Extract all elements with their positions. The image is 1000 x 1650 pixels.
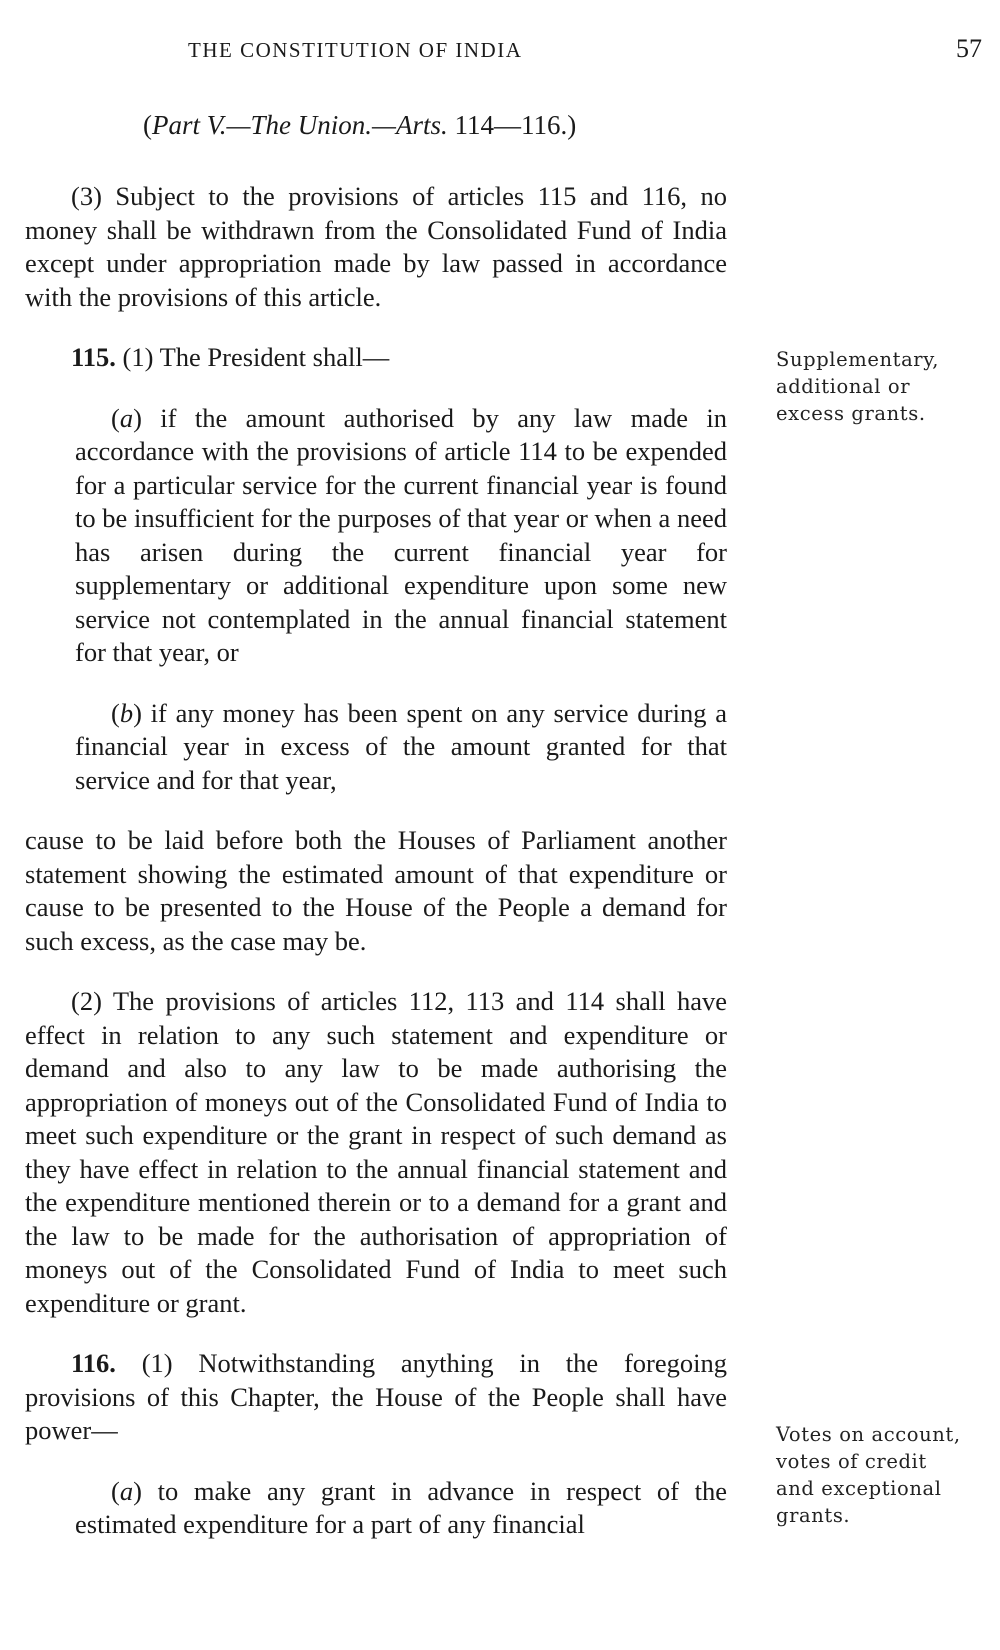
part-heading-range: 114—116.) <box>447 110 577 140</box>
margin-note-line: votes of credit <box>776 1450 927 1473</box>
article-116-heading <box>25 1347 727 1448</box>
margin-note-line: additional or <box>776 375 911 398</box>
margin-note-line: excess grants. <box>776 402 926 425</box>
item-b-text: if any money has been spent on any service during a financial year in excess of the amount granted for that service and for that year, <box>75 697 727 795</box>
part-heading <box>143 110 576 141</box>
margin-note-article-115 <box>776 346 991 427</box>
article-115-item-b: (b) if any money has been spent on any service during a financial year in excess of the amount granted for that service and for that year, <box>75 697 727 795</box>
margin-note-article-116 <box>776 1421 991 1529</box>
body-text <box>25 180 727 1569</box>
article-114-clause-3: (3) Subject to the provisions of articles 115 and 116, no money shall be withdrawn from the Consolidated Fund of India except under appropriation made by law passed in accordance with the provisions of this article. <box>25 181 727 312</box>
item-a-label-116: a <box>119 1475 134 1506</box>
part-heading-open: ( <box>143 110 152 140</box>
article-115-number: 115. <box>71 342 116 372</box>
item-b-label: b <box>119 697 134 728</box>
item-a-label: a <box>119 402 134 433</box>
margin-note-line: Supplementary, <box>776 348 940 371</box>
margin-note-line: and exceptional <box>776 1477 942 1500</box>
article-115-tail: cause to be laid before both the Houses of Parliament another statement showing the estimated amount of that expenditure or cause to be presented to the House of the People a demand for such excess, as the case may be. <box>25 825 727 956</box>
article-116-lead: (1) Notwithstanding anything in the foregoing provisions of this Chapter, the House of the People shall have power— <box>25 1348 727 1445</box>
item-a-text-116: to make any grant in advance in respect of the estimated expenditure for a part of any financial <box>75 1475 727 1539</box>
part-heading-italic: Part V.—The Union.—Arts. <box>152 110 448 140</box>
running-title: THE CONSTITUTION OF INDIA <box>188 38 523 62</box>
article-115-lead: (1) The President shall— <box>115 342 390 372</box>
margin-note-line: Votes on account, <box>776 1423 961 1446</box>
margin-note-line: grants. <box>776 1504 851 1527</box>
item-a-text: if the amount authorised by any law made in accordance with the provisions of article 114 to be expended for a particular service for the current financial year is found to be insufficient for the purposes of that year or when a need has arisen during the current financial year for supplementary or additional expenditure upon some new service not contemplated in the annual financial statement for that year, or <box>75 402 727 667</box>
article-116-item-a: (a) to make any grant in advance in respect of the estimated expenditure for a part of any financial <box>75 1475 727 1539</box>
article-115-item-a: (a) if the amount authorised by any law made in accordance with the provisions of article 114 to be expended for a particular service for the current financial year is found to be insufficient for the purposes of that year or when a need has arisen during the current financial year for supplementary or additional expenditure upon some new service not contemplated in the annual financial statement for that year, or <box>75 402 727 667</box>
article-116-number: 116. <box>71 1348 116 1378</box>
article-115-clause-2: (2) The provisions of articles 112, 113 and 114 shall have effect in relation to any such statement and expenditure or demand and also to any law to be made authorising the appropriation of moneys out of the Consolidated Fund of India to meet such expenditure or the grant in respect of such demand as they have effect in relation to the annual financial statement and the expenditure mentioned therein or to a demand for a grant and the law to be made for the authorisation of appropriation of moneys out of the Consolidated Fund of India to meet such expenditure or grant. <box>25 986 727 1318</box>
article-115-heading <box>25 341 727 375</box>
page-number: 57 <box>956 34 982 63</box>
